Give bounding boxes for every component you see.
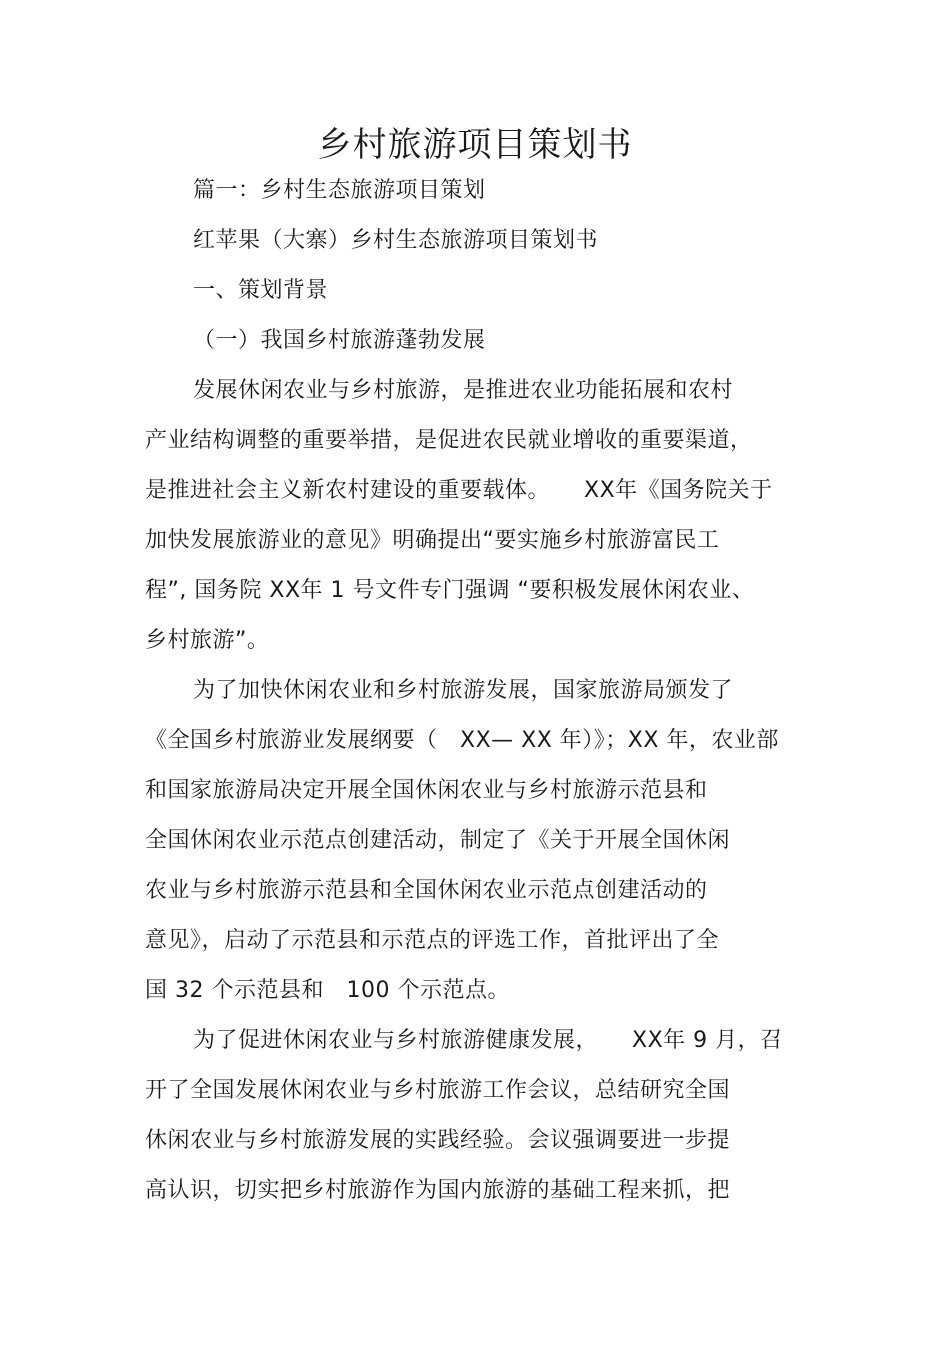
- paragraph-line: 国 32 个示范县和 100 个示范点。: [145, 978, 510, 1003]
- paragraph-line: 乡村旅游”。: [145, 628, 270, 653]
- paragraph-line: 农业与乡村旅游示范县和全国休闲农业示范点创建活动的: [145, 878, 708, 903]
- paragraph-line: 为了促进休闲农业与乡村旅游健康发展， XX年 9 月，召: [193, 1028, 783, 1053]
- plan-title: 红苹果（大寨）乡村生态旅游项目策划书: [193, 228, 599, 253]
- paragraph-line: 意见》，启动了示范县和示范点的评选工作，首批评出了全: [145, 928, 720, 953]
- paragraph-line: 产业结构调整的重要举措，是促进农民就业增收的重要渠道，: [145, 428, 753, 453]
- paragraph-line: 和国家旅游局决定开展全国休闲农业与乡村旅游示范县和: [145, 778, 708, 803]
- subsection-heading: （一）我国乡村旅游蓬勃发展: [193, 328, 486, 353]
- chapter-heading: 篇一：乡村生态旅游项目策划: [193, 178, 486, 203]
- paragraph-line: 程”, 国务院 XX年 1 号文件专门强调 “要积极发展休闲农业、: [145, 578, 755, 603]
- paragraph-line: 为了加快休闲农业和乡村旅游发展，国家旅游局颁发了: [193, 678, 734, 703]
- paragraph-line: 《全国乡村旅游业发展纲要（ XX— XX 年）》；XX 年，农业部: [145, 728, 779, 753]
- paragraph-line: 高认识，切实把乡村旅游作为国内旅游的基础工程来抓，把: [145, 1178, 731, 1203]
- paragraph-line: 加快发展旅游业的意见》明确提出“要实施乡村旅游富民工: [145, 528, 720, 553]
- paragraph-line: 休闲农业与乡村旅游发展的实践经验。会议强调要进一步提: [145, 1128, 731, 1153]
- paragraph-line: 发展休闲农业与乡村旅游，是推进农业功能拓展和农村: [193, 378, 734, 403]
- document-title: 乡村旅游项目策划书: [317, 125, 633, 165]
- paragraph-line: 是推进社会主义新农村建设的重要载体。 XX年《国务院关于: [145, 478, 773, 503]
- paragraph-line: 开了全国发展休闲农业与乡村旅游工作会议，总结研究全国: [145, 1078, 731, 1103]
- section-heading: 一、策划背景: [193, 278, 329, 303]
- paragraph-line: 全国休闲农业示范点创建活动，制定了《关于开展全国休闲: [145, 828, 731, 853]
